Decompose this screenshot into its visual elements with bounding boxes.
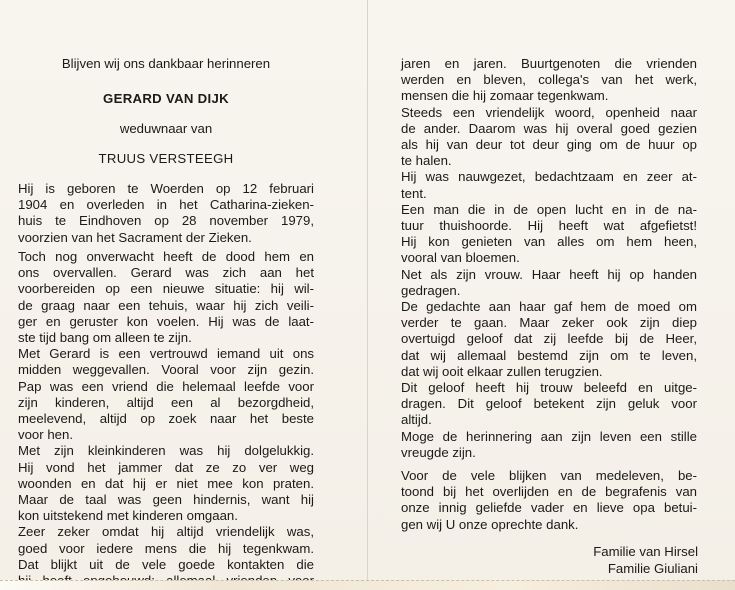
family-signature: Familie van Hirsel [593,544,698,559]
text-line: de ander. Daarom was hij overal goed gezien [401,120,697,136]
deceased-name: GERARD VAN DIJK [103,91,229,106]
text-line: als hij van deur tot deur ging om de huur op [401,137,697,153]
text-line: dat wij ooit elkaar zullen terugzien. [401,363,603,379]
text-line: Met Gerard is een vertrouwd iemand uit ons [18,346,314,362]
text-line: 1904 en overleden in het Catharina-zieken- [18,197,314,213]
text-line: De gedachte aan haar gaf hem de moed om [401,299,697,315]
text-line: voorbereiden op een nieuwe situatie: hij wil- [18,281,314,297]
text-line: Dit geloof heeft hij trouw beleefd en uitge- [401,380,697,396]
text-line: altijd. [401,412,432,428]
text-line: ons overvallen. Gerard was zich aan het [18,265,314,281]
text-line: vooral van bloemen. [401,250,520,266]
text-line: goed voor iedere mens die hij tegenkwam. [18,540,314,556]
birth-paragraph [18,181,314,246]
text-line: dat wij allemaal bestemd zijn om te leven, [401,347,697,363]
text-line: voor hen. [18,427,73,443]
text-line: jaren en jaren. Buurtgenoten die vrienden [401,56,697,71]
text-line: Maar de taal was geen hindernis, want hij [18,492,314,508]
text-line: Voor de vele blijken van medeleven, be- [401,468,697,483]
text-line: voorzien van het Sacrament der Zieken. [18,229,252,245]
text-line: vreugde zijn. [401,444,476,460]
family-signature: Familie Giuliani [607,561,698,576]
text-line: huis te Eindhoven op 28 november 1979, [18,213,314,229]
text-line: Een man die in de open lucht en in de na- [401,201,697,217]
text-line: Zeer zeker omdat hij altijd vriendelijk was, [18,524,314,540]
thanks-paragraph [401,468,697,533]
spouse-name: TRUUS VERSTEEGH [98,151,234,166]
text-line: Hij kon genieten van alles om hem heen, [401,234,697,250]
text-line: onze innig geliefde vader en lieve opa betui- [401,500,697,516]
text-line: ger en geruster kon voelen. Hij was de laat- [18,313,314,329]
memorial-heading: Blijven wij ons dankbaar herinneren [61,56,271,71]
body-paragraph-left [18,249,314,589]
relation-label: weduwnaar van [119,121,213,136]
text-line: Toch nog onverwacht heeft de dood hem en [18,249,314,264]
text-line: mensen die hij zomaar tegenkwam. [401,88,609,104]
text-line: zijn kinderen, altijd een al bezorgdheid, [18,394,314,410]
text-line: gedragen. [401,282,461,298]
text-line: dragen. Dit geloof betekent zijn geluk voor [401,396,697,412]
text-line: tent. [401,185,427,201]
text-line: kon uitstekend met kinderen omgaan. [18,508,238,524]
center-fold [367,0,368,589]
text-line: Net als zijn vrouw. Haar heeft hij op handen [401,266,697,282]
text-line: toond bij het overlijden en de begrafenis van [401,484,697,500]
body-paragraph-right [401,56,697,461]
text-line: gen wij U onze oprechte dank. [401,516,579,532]
text-line: woonden en dat hij er niet mee kon praten. [18,475,314,491]
text-line: de graag naar een tehuis, waar hij zich veili- [18,297,314,313]
text-line: tuur thuishoorde. Hij heeft wat afgefietst! [401,218,697,234]
signature-block [540,543,698,577]
text-line: midden weggevallen. Vooral voor zijn gezin. [18,362,314,378]
text-line: Hij is geboren te Woerden op 12 februari [18,181,314,196]
text-line: Hij was nauwgezet, bedachtzaam en zeer at- [401,169,697,185]
text-line: verder te gaan. Maar zeker ook zijn diep [401,315,697,331]
text-line: ste tijd bang om alleen te zijn. [18,330,192,346]
text-line: te halen. [401,153,452,169]
text-line: Met zijn kleinkinderen was hij dolgelukkig. [18,443,314,459]
text-line: werden en bleven, collega's van het werk, [401,72,697,88]
text-line: Moge de herinnering aan zijn leven een stille [401,428,697,444]
text-line: meelevend, altijd op zoek naar het beste [18,411,314,427]
text-line: Hij vond het jammer dat ze zo ver weg [18,459,314,475]
text-line: overtuigd geloof dat zij leefde bij de Heer, [401,331,697,347]
text-line: Pap was een vriend die helemaal leefde voor [18,378,314,394]
text-line: Dat blijkt uit de vele goede kontakten die [18,556,314,572]
text-line: Steeds een vriendelijk woord, openheid naar [401,104,697,120]
